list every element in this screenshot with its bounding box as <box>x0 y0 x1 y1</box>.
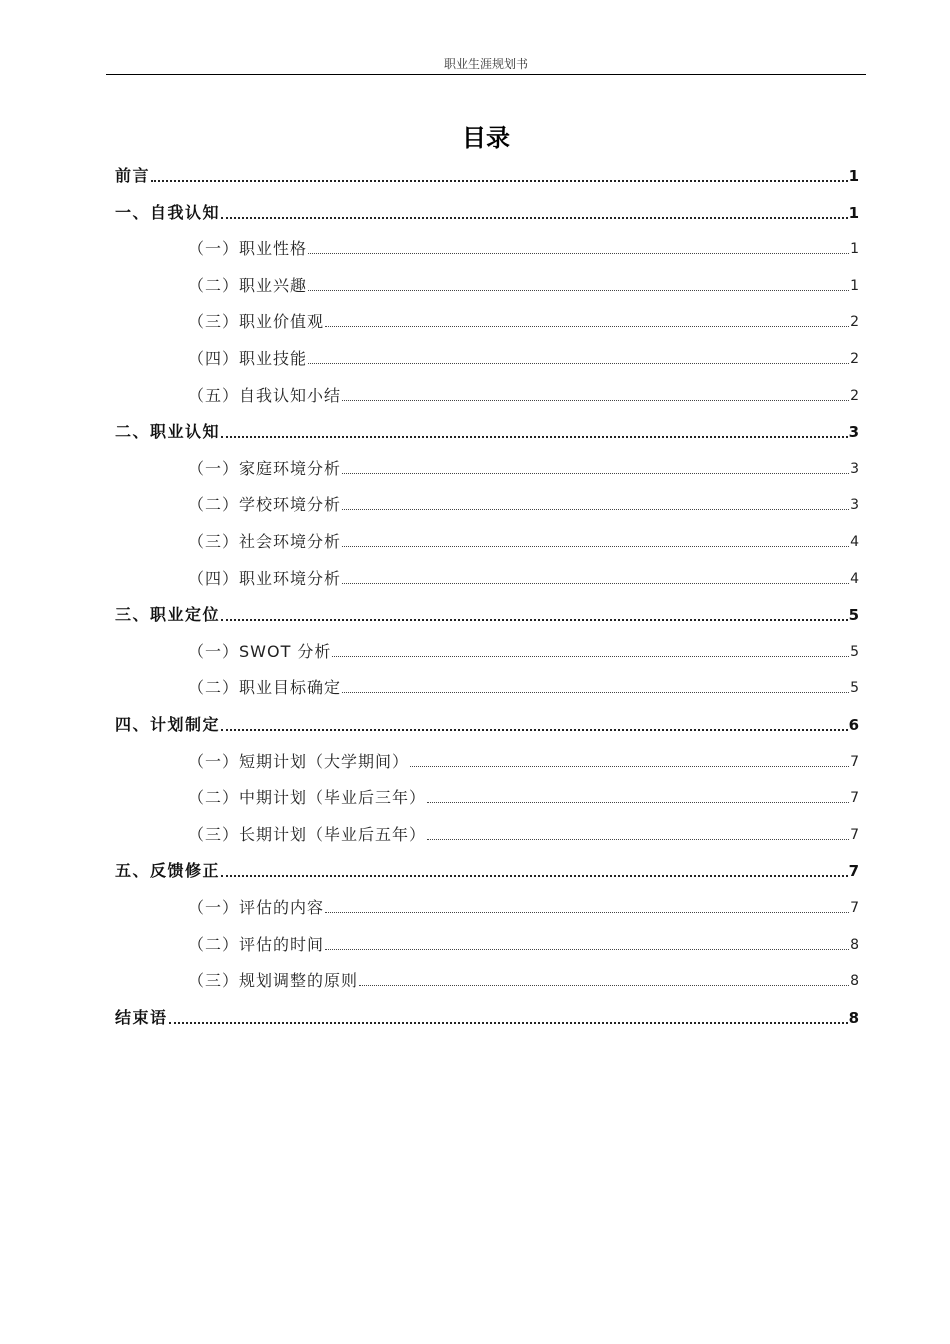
page-header: 职业生涯规划书 <box>443 57 528 71</box>
toc-entry-label: （三）职业价值观 <box>188 312 325 332</box>
toc-chapter-entry[interactable] <box>0 857 950 881</box>
toc-entry-label: （二）学校环境分析 <box>188 495 342 515</box>
toc-dot-leader <box>325 892 849 913</box>
toc-dot-leader <box>410 746 849 767</box>
toc-chapter-entry[interactable] <box>0 1004 950 1028</box>
toc-dot-leader <box>308 270 849 291</box>
toc-entry-label: （二）职业兴趣 <box>188 275 308 295</box>
toc-entry-label: 一、自我认知 <box>115 202 221 222</box>
toc-section-entry[interactable] <box>0 821 950 845</box>
toc-page-number: 3 <box>850 497 859 514</box>
toc-section-entry[interactable] <box>0 674 950 698</box>
toc-section-entry[interactable] <box>0 345 950 369</box>
toc-page-number: 2 <box>850 314 859 331</box>
toc-page-number: 5 <box>850 680 859 697</box>
toc-dot-leader <box>427 782 849 803</box>
toc-dot-leader <box>151 160 848 182</box>
toc-section-entry[interactable] <box>0 565 950 589</box>
toc-section-entry[interactable] <box>0 967 950 991</box>
toc-page-number: 8 <box>848 1008 859 1027</box>
toc-entry-label: （二）评估的时间 <box>188 934 325 954</box>
toc-dot-leader <box>342 453 849 474</box>
toc-section-entry[interactable] <box>0 491 950 515</box>
toc-entry-label: （三）规划调整的原则 <box>188 971 359 991</box>
toc-entry-label: （五）自我认知小结 <box>188 385 342 405</box>
toc-section-entry[interactable] <box>0 272 950 296</box>
toc-entry-label: （一）评估的内容 <box>188 898 325 917</box>
toc-dot-leader <box>342 563 849 584</box>
toc-page-number: 8 <box>850 936 859 953</box>
toc-entry-label: 五、反馈修正 <box>115 861 221 881</box>
toc-dot-leader <box>342 380 849 401</box>
toc-dot-leader <box>325 929 849 950</box>
toc-page-number: 5 <box>850 643 859 660</box>
toc-dot-leader <box>359 965 849 986</box>
toc-section-entry[interactable] <box>0 235 950 259</box>
toc-page-number: 1 <box>848 203 859 222</box>
toc-section-entry[interactable] <box>0 931 950 955</box>
toc-dot-leader <box>221 855 848 877</box>
toc-title: 目录 <box>462 124 510 152</box>
toc-section-entry[interactable] <box>0 784 950 808</box>
toc-page-number: 2 <box>850 387 859 404</box>
toc-section-entry[interactable] <box>0 382 950 406</box>
toc-page-number: 3 <box>850 460 859 477</box>
toc-entry-label: 二、职业认知 <box>115 422 221 442</box>
toc-dot-leader <box>221 416 848 438</box>
toc-page-number: 7 <box>848 862 859 881</box>
toc-page-number: 7 <box>850 753 859 770</box>
toc-page-number: 6 <box>848 716 859 734</box>
toc-page-number: 1 <box>848 167 859 185</box>
toc-dot-leader <box>342 489 849 510</box>
toc-section-entry[interactable] <box>0 308 950 332</box>
toc-dot-leader <box>342 672 849 693</box>
toc-entry-label: （一）SWOT 分析 <box>188 641 332 661</box>
toc-chapter-entry[interactable] <box>0 418 950 442</box>
toc-section-entry[interactable] <box>0 748 950 772</box>
toc-section-entry[interactable] <box>0 894 950 918</box>
toc-page-number: 8 <box>850 973 859 990</box>
toc-entry-label: （二）职业目标确定 <box>188 678 342 698</box>
toc-section-entry[interactable] <box>0 638 950 662</box>
toc-section-entry[interactable] <box>0 455 950 479</box>
toc-dot-leader <box>342 526 849 547</box>
toc-entry-label: （一）家庭环境分析 <box>188 458 342 478</box>
toc-chapter-entry[interactable] <box>0 162 950 186</box>
toc-chapter-entry[interactable] <box>0 711 950 735</box>
toc-dot-leader <box>325 306 849 327</box>
toc-entry-label: （三）长期计划（毕业后五年） <box>188 824 427 844</box>
toc-page-number: 5 <box>848 606 859 625</box>
toc-dot-leader <box>427 819 849 840</box>
toc-dot-leader <box>221 709 848 731</box>
toc-dot-leader <box>308 343 849 364</box>
toc-entry-label: 前言 <box>115 166 151 185</box>
toc-entry-label: （一）职业性格 <box>188 239 308 259</box>
toc-dot-leader <box>221 599 848 621</box>
toc-page-number: 7 <box>850 900 859 916</box>
toc-chapter-entry[interactable] <box>0 199 950 223</box>
toc-entry-label: 三、职业定位 <box>115 605 221 625</box>
toc-page-number: 4 <box>850 534 859 550</box>
toc-dot-leader <box>221 197 848 219</box>
toc-entry-label: 结束语 <box>115 1007 168 1027</box>
toc-dot-leader <box>169 1002 848 1024</box>
toc-page-number: 1 <box>850 277 859 294</box>
toc-dot-leader <box>308 233 849 254</box>
toc-entry-label: （四）职业技能 <box>188 349 308 368</box>
toc-entry-label: 四、计划制定 <box>115 715 221 734</box>
toc-page-number: 4 <box>850 570 859 587</box>
toc-page-number: 7 <box>850 790 859 807</box>
toc-entry-label: （三）社会环境分析 <box>188 532 342 551</box>
toc-dot-leader <box>332 636 849 657</box>
toc-page-number: 7 <box>850 826 859 843</box>
toc-entry-label: （四）职业环境分析 <box>188 568 342 588</box>
toc-entry-label: （一）短期计划（大学期间） <box>188 751 410 771</box>
toc-page-number: 3 <box>848 423 859 442</box>
toc-page-number: 1 <box>850 241 859 258</box>
toc-section-entry[interactable] <box>0 528 950 552</box>
toc-chapter-entry[interactable] <box>0 601 950 625</box>
toc-page-number: 2 <box>850 351 859 367</box>
toc-entry-label: （二）中期计划（毕业后三年） <box>188 788 427 808</box>
